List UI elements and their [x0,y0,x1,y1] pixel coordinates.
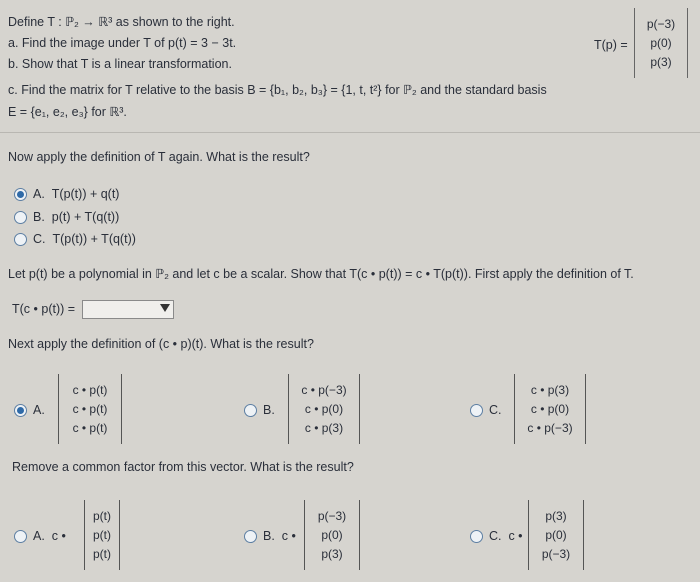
option-letter: A. [33,529,45,543]
q4-option-a[interactable] [14,529,66,543]
vector-cell: p(−3) [541,546,571,561]
vector-cell: p(0) [321,527,343,542]
problem-line-c: c. Find the matrix for T relative to the basis B = {b₁, b₂, b₃} = {1, t, t²} for ℙ₂ and the standard basis [8,83,547,97]
radio-icon[interactable] [14,211,27,224]
option-letter: A. [33,187,45,201]
common-factor: c • [51,529,66,543]
problem-line-define: Define T : ℙ₂ → ℝ³ as shown to the right. [8,15,235,29]
vector-cell: p(t) [93,509,111,524]
q1-prompt: Now apply the definition of T again. What is the result? [8,150,310,164]
vector-cell: c • p(t) [72,383,108,398]
q3-option-a[interactable] [14,403,45,417]
option-letter: C. [33,232,46,246]
radio-icon[interactable] [244,530,257,543]
option-letter: A. [33,403,45,417]
tp-vector-cell: p(−3) [646,17,676,32]
q3-prompt: Next apply the definition of (c • p)(t). What is the result? [8,337,314,351]
q2-answer-dropdown[interactable] [82,300,174,319]
radio-selected-icon[interactable] [14,188,27,201]
vector-cell: p(0) [545,527,567,542]
option-text: p(t) + T(q(t)) [51,210,120,224]
option-letter: B. [263,403,275,417]
q4-option-c[interactable] [470,529,523,543]
tp-vector-cell: p(3) [650,54,672,69]
vector-cell: c • p(t) [72,420,108,435]
vector-cell: c • p(−3) [301,383,347,398]
problem-line-c2: E = {e₁, e₂, e₃} for ℝ³. [8,105,127,119]
option-text: T(p(t)) + T(q(t)) [52,232,136,246]
radio-icon[interactable] [244,404,257,417]
vector-cell: c • p(0) [304,401,344,416]
q1-option-c[interactable] [14,232,136,246]
vector-cell: c • p(0) [530,401,570,416]
q4-prompt: Remove a common factor from this vector. What is the result? [12,460,354,474]
q3-option-b-vector [288,374,360,444]
option-letter: C. [489,529,502,543]
vector-cell: c • p(−3) [527,420,573,435]
option-letter: C. [489,403,502,417]
vector-cell: c • p(3) [530,383,570,398]
q1-option-b[interactable] [14,210,119,224]
q3-option-a-vector [58,374,122,444]
problem-line-a: a. Find the image under T of p(t) = 3 − 3t. [8,36,237,50]
q4-option-b[interactable] [244,529,296,543]
option-letter: B. [33,210,45,224]
vector-cell: p(t) [93,527,111,542]
vector-cell: p(3) [545,509,567,524]
dropdown-arrow-icon[interactable] [160,304,170,312]
radio-icon[interactable] [14,530,27,543]
option-text: T(p(t)) + q(t) [51,187,120,201]
vector-cell: p(−3) [317,509,347,524]
q3-option-c[interactable] [470,403,502,417]
q3-option-c-vector [514,374,586,444]
common-factor: c • [508,529,523,543]
vector-cell: c • p(t) [72,401,108,416]
option-letter: B. [263,529,275,543]
q2-input-label: T(c • p(t)) = [12,302,76,316]
q1-option-a[interactable] [14,187,119,201]
q2-prompt: Let p(t) be a polynomial in ℙ₂ and let c be a scalar. Show that T(c • p(t)) = c • T(p(t)). First apply the definition of T. [8,267,634,281]
radio-icon[interactable] [470,530,483,543]
common-factor: c • [281,529,296,543]
radio-selected-icon[interactable] [14,404,27,417]
q4-option-c-vector [528,500,584,570]
radio-icon[interactable] [470,404,483,417]
vector-cell: p(3) [321,546,343,561]
vector-cell: p(t) [93,546,111,561]
tp-label: T(p) = [594,38,628,52]
tp-vector [634,8,688,78]
q3-option-b[interactable] [244,403,275,417]
vector-cell: c • p(3) [304,420,344,435]
radio-icon[interactable] [14,233,27,246]
divider [0,132,700,133]
q4-option-a-vector [84,500,120,570]
q4-option-b-vector [304,500,360,570]
problem-line-b: b. Show that T is a linear transformation. [8,57,232,71]
tp-vector-cell: p(0) [650,35,672,50]
